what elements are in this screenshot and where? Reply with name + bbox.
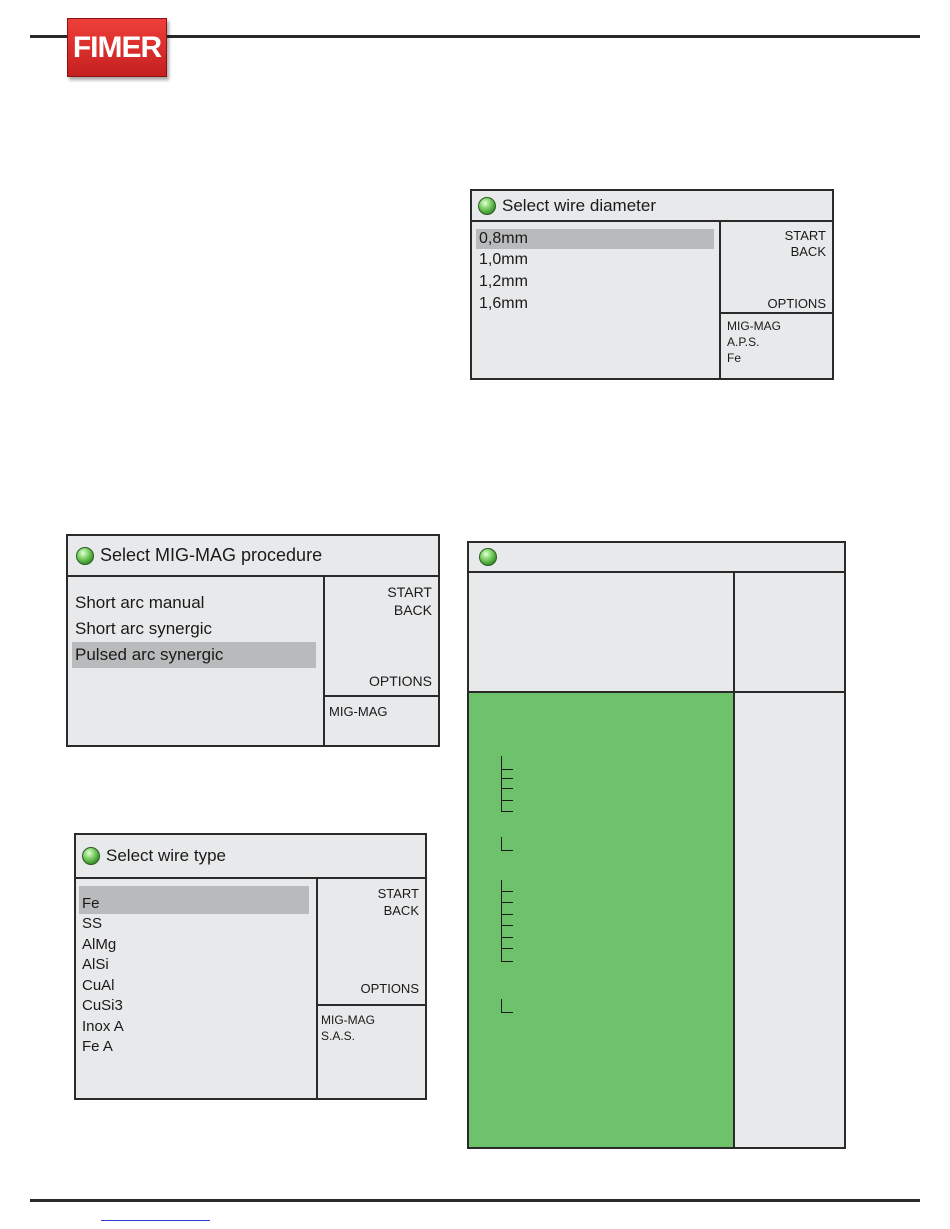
- back-button[interactable]: BACK: [790, 244, 826, 259]
- list-item[interactable]: Inox A: [82, 1017, 124, 1035]
- list-item[interactable]: 0,8mm: [476, 229, 714, 249]
- panel-title: Select wire diameter: [502, 195, 657, 215]
- panel-header: [68, 536, 438, 577]
- list-item[interactable]: CuSi3: [82, 997, 123, 1014]
- status-led-icon: [76, 547, 94, 565]
- status-area: [721, 314, 832, 378]
- list-item[interactable]: 1,2mm: [479, 273, 528, 290]
- start-button[interactable]: START: [387, 584, 432, 600]
- status-line: Fe: [727, 351, 742, 365]
- list-item[interactable]: 1,6mm: [479, 295, 528, 312]
- footer-rule: [30, 1199, 920, 1202]
- fimer-logo: [67, 18, 167, 77]
- status-line: MIG-MAG: [727, 319, 781, 333]
- logo-text: FIMER: [72, 30, 162, 64]
- status-led-icon: [479, 548, 497, 566]
- status-line: A.P.S.: [727, 335, 760, 349]
- status-line: MIG-MAG: [329, 704, 388, 719]
- status-line: MIG-MAG: [321, 1013, 375, 1027]
- list-item[interactable]: 1,0mm: [479, 251, 528, 268]
- tree-tick-icon: [501, 800, 513, 812]
- start-button[interactable]: START: [784, 228, 826, 243]
- panel-header: [76, 835, 425, 879]
- list-item[interactable]: AlMg: [82, 935, 117, 953]
- options-button[interactable]: OPTIONS: [360, 981, 419, 996]
- status-area: [323, 697, 438, 745]
- tree-tick-icon: [501, 948, 513, 962]
- wire-diameter-panel: [470, 189, 834, 380]
- panel-header: [472, 191, 832, 222]
- list-item[interactable]: Fe A: [82, 1038, 113, 1055]
- options-button[interactable]: OPTIONS: [767, 296, 826, 311]
- list-item[interactable]: Fe: [79, 886, 309, 914]
- status-area: [316, 1006, 425, 1098]
- list-item[interactable]: Short arc synergic: [75, 619, 212, 638]
- list-item[interactable]: Short arc manual: [75, 593, 205, 612]
- tree-tick-icon: [501, 837, 513, 851]
- list-item[interactable]: SS: [82, 915, 103, 932]
- wire-type-list[interactable]: [76, 879, 318, 1098]
- panel-header: [469, 543, 844, 573]
- panel-title: Select wire type: [106, 846, 226, 865]
- back-button[interactable]: BACK: [383, 903, 419, 918]
- wire-type-panel: [74, 833, 427, 1100]
- start-button[interactable]: START: [377, 886, 419, 901]
- column-divider: [733, 573, 735, 1147]
- procedure-panel: [66, 534, 440, 747]
- status-led-icon: [478, 197, 496, 215]
- panel-title: Select MIG-MAG procedure: [100, 545, 323, 565]
- screen-layout-panel: [467, 541, 846, 1149]
- status-led-icon: [82, 847, 100, 865]
- back-button[interactable]: BACK: [393, 602, 432, 618]
- list-item[interactable]: AlSi: [82, 956, 109, 973]
- footer-link-underline[interactable]: [101, 1220, 210, 1221]
- tree-tick-icon: [501, 999, 513, 1013]
- options-button[interactable]: OPTIONS: [368, 673, 432, 689]
- procedure-list[interactable]: [68, 577, 325, 745]
- highlighted-area: [469, 693, 733, 1147]
- list-item[interactable]: Pulsed arc synergic: [72, 642, 316, 668]
- list-item[interactable]: CuAl: [82, 976, 115, 994]
- wire-diameter-list[interactable]: [472, 222, 721, 378]
- status-line: S.A.S.: [321, 1029, 356, 1043]
- tree-tick-icon: [501, 756, 513, 770]
